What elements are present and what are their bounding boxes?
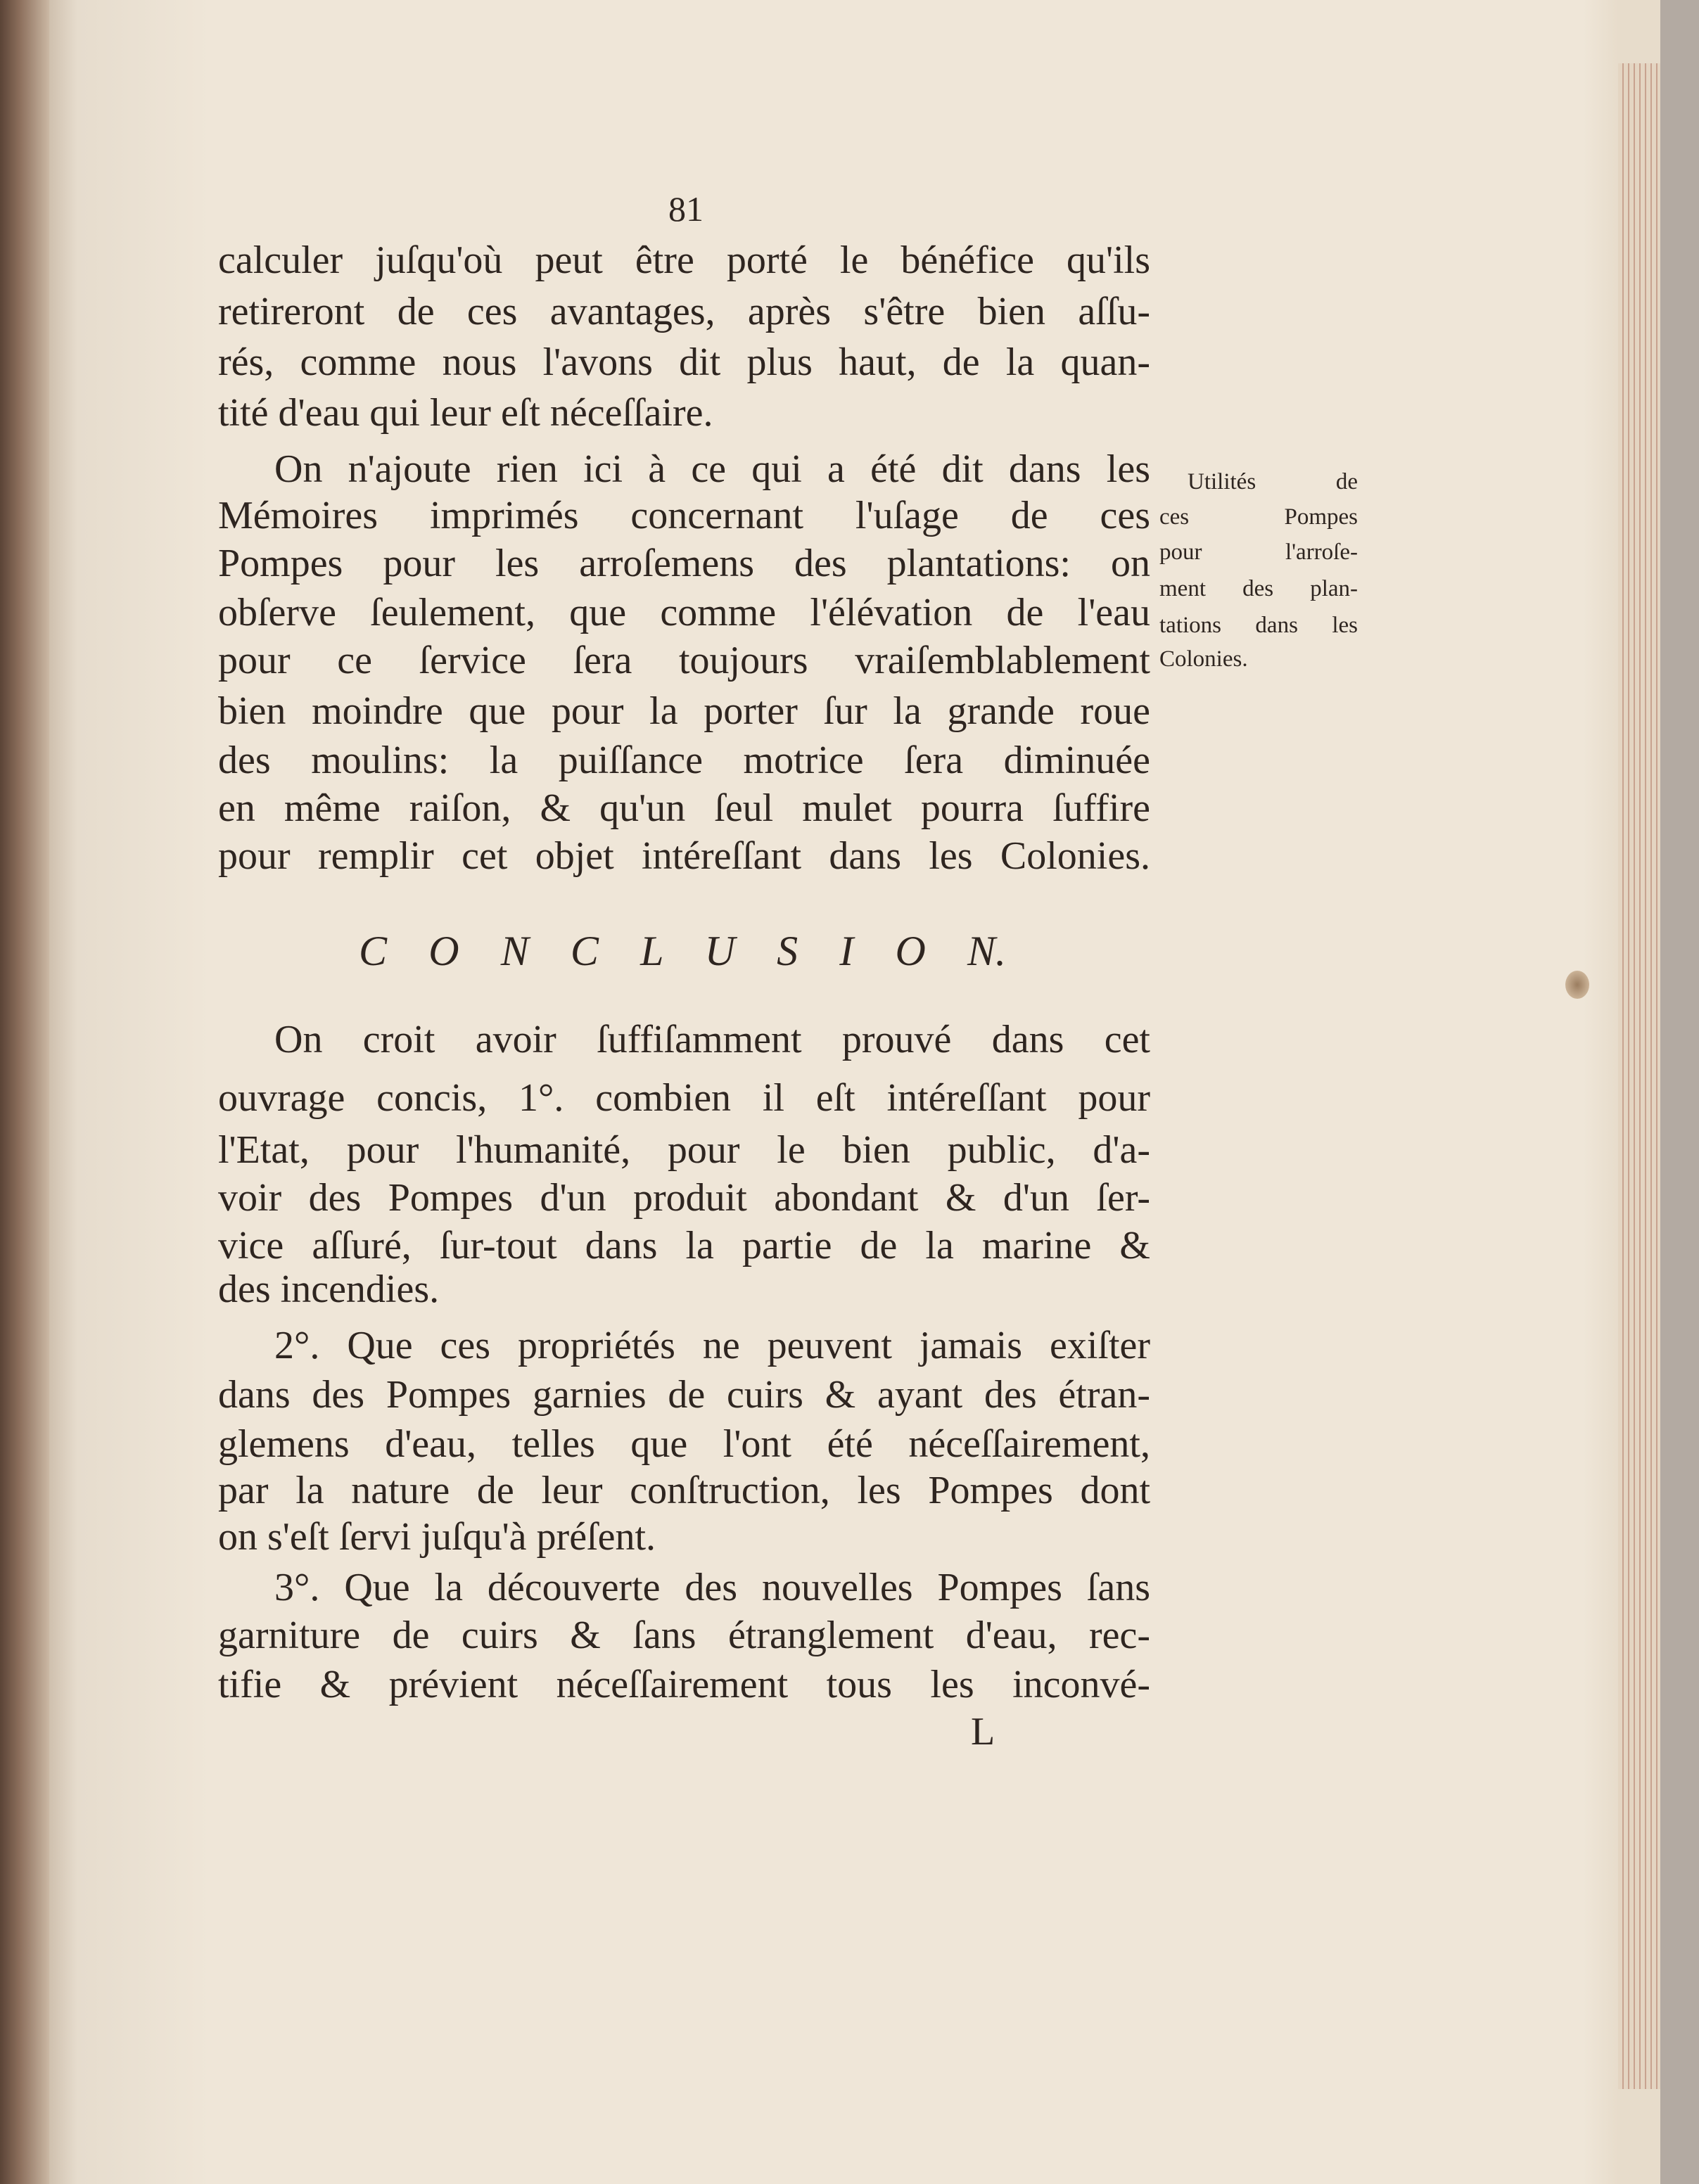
page-number: 81: [668, 189, 704, 229]
text-line: garniture de cuirs & ſans étranglement d'eau, rec-: [218, 1614, 1150, 1657]
text-line: tité d'eau qui leur eſt néceſſaire.: [218, 391, 713, 435]
margin-note-line: ment des plan-: [1159, 576, 1358, 601]
text-line: 3°. Que la découverte des nouvelles Pompes ſans: [274, 1566, 1150, 1609]
text-line: par la nature de leur conſtruction, les Pompes dont: [218, 1469, 1150, 1512]
text-line: glemens d'eau, telles que l'ont été néceſſairement,: [218, 1422, 1150, 1466]
page-edges: [1618, 63, 1662, 2089]
binding-edge: [0, 0, 49, 2184]
text-line: On n'ajoute rien ici à ce qui a été dit dans les: [274, 447, 1150, 491]
text-line: bien moindre que pour la porter ſur la grande roue: [218, 689, 1150, 733]
margin-note-line: ces Pompes: [1159, 504, 1358, 530]
text-line: retireront de ces avantages, après s'être bien aſſu-: [218, 290, 1150, 333]
section-heading: C O N C L U S I O N.: [359, 928, 1006, 974]
background: [1660, 0, 1699, 2184]
text-line: obſerve ſeulement, que comme l'élévation de l'eau: [218, 591, 1150, 634]
text-line: 2°. Que ces propriétés ne peuvent jamais exiſter: [274, 1324, 1150, 1367]
text-line: ouvrage concis, 1°. combien il eſt intéreſſant pour: [218, 1076, 1150, 1120]
text-line: l'Etat, pour l'humanité, pour le bien public, d'a-: [218, 1128, 1150, 1172]
text-line: voir des Pompes d'un produit abondant & d'un ſer-: [218, 1176, 1150, 1220]
text-line: On croit avoir ſuffiſamment prouvé dans cet: [274, 1018, 1150, 1061]
text-line: en même raiſon, & qu'un ſeul mulet pourra ſuffire: [218, 786, 1150, 830]
text-line: des moulins: la puiſſance motrice ſera diminuée: [218, 739, 1150, 782]
catchword: L: [971, 1710, 995, 1754]
margin-note-line: pour l'arroſe-: [1159, 539, 1358, 565]
margin-note-line: Colonies.: [1159, 646, 1248, 672]
margin-note-line: tations dans les: [1159, 613, 1358, 638]
paper-stain: [1565, 971, 1589, 999]
text-line: calculer juſqu'où peut être porté le bénéfice qu'ils: [218, 238, 1150, 282]
text-line: on s'eſt ſervi juſqu'à préſent.: [218, 1515, 656, 1559]
text-line: vice aſſuré, ſur-tout dans la partie de la marine &: [218, 1224, 1150, 1267]
text-line: des incendies.: [218, 1267, 440, 1311]
text-line: pour ce ſervice ſera toujours vraiſemblablement: [218, 639, 1150, 682]
text-line: Pompes pour les arroſemens des plantations: on: [218, 542, 1150, 585]
margin-note-line: Utilités de: [1188, 469, 1358, 494]
text-line: rés, comme nous l'avons dit plus haut, de la quan-: [218, 340, 1150, 384]
text-line: tifie & prévient néceſſairement tous les inconvé-: [218, 1663, 1150, 1706]
text-line: pour remplir cet objet intéreſſant dans les Colonies.: [218, 834, 1150, 878]
text-line: dans des Pompes garnies de cuirs & ayant des étran-: [218, 1373, 1150, 1417]
text-line: Mémoires imprimés concernant l'uſage de ces: [218, 494, 1150, 537]
